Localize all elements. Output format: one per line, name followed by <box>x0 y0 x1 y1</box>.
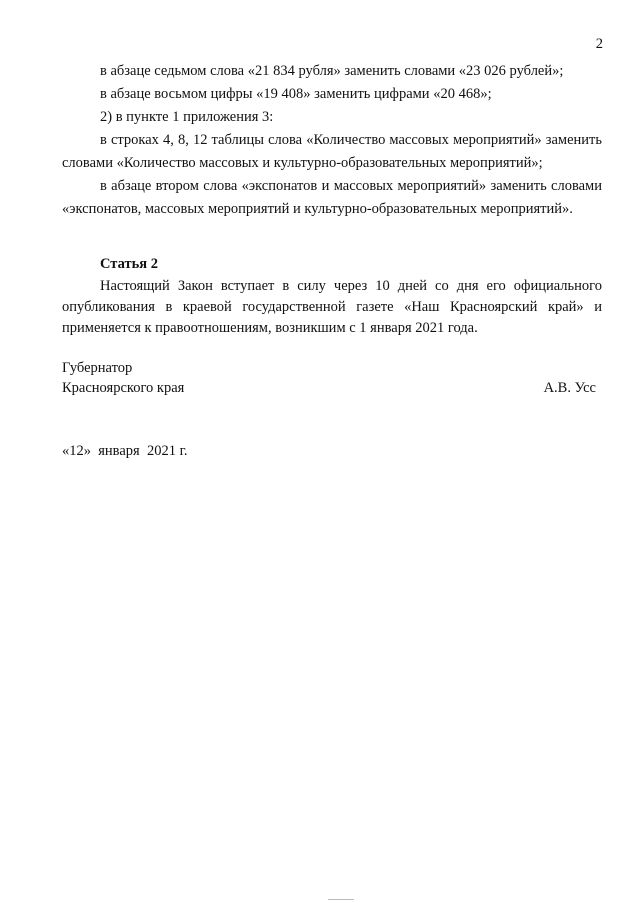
article-text: Настоящий Закон вступает в силу через 10 дней со дня его официального опубликования в краевой государственной газете «Наш Красноярский край» и применяется к правоотношениям, возникшим с 1 января 2021 года. <box>62 278 602 336</box>
signing-date: «12» января 2021 г. <box>62 443 188 459</box>
page-number: 2 <box>595 36 603 52</box>
article-2-section <box>62 253 602 339</box>
signature-position-line1: Губернатор <box>62 360 133 376</box>
signature-position-line2: Красноярского края <box>62 380 185 396</box>
footer-mark <box>328 899 354 903</box>
amendment-paragraph-4: в абзаце втором слова «экспонатов и массовых мероприятий» заменить словами «экспонатов, массовых мероприятий и культурно-образовательных мероприятий». <box>62 178 602 217</box>
signature-name: А.В. Усс <box>543 380 596 396</box>
article-title: Статья 2 <box>100 256 158 272</box>
amendment-paragraph-3: в строках 4, 8, 12 таблицы слова «Количество массовых мероприятий» заменить словами «Количество массовых и культурно-образовательных мероприятий»; <box>62 132 602 171</box>
amendments-text <box>62 60 602 221</box>
amendment-paragraph-1: в абзаце седьмом слова «21 834 рубля» заменить словами «23 026 рублей»; <box>100 63 564 79</box>
signature-block <box>62 358 596 398</box>
amendment-paragraph-2: в абзаце восьмом цифры «19 408» заменить цифрами «20 468»; <box>100 86 492 102</box>
amendment-item-2: 2) в пункте 1 приложения 3: <box>100 109 274 125</box>
